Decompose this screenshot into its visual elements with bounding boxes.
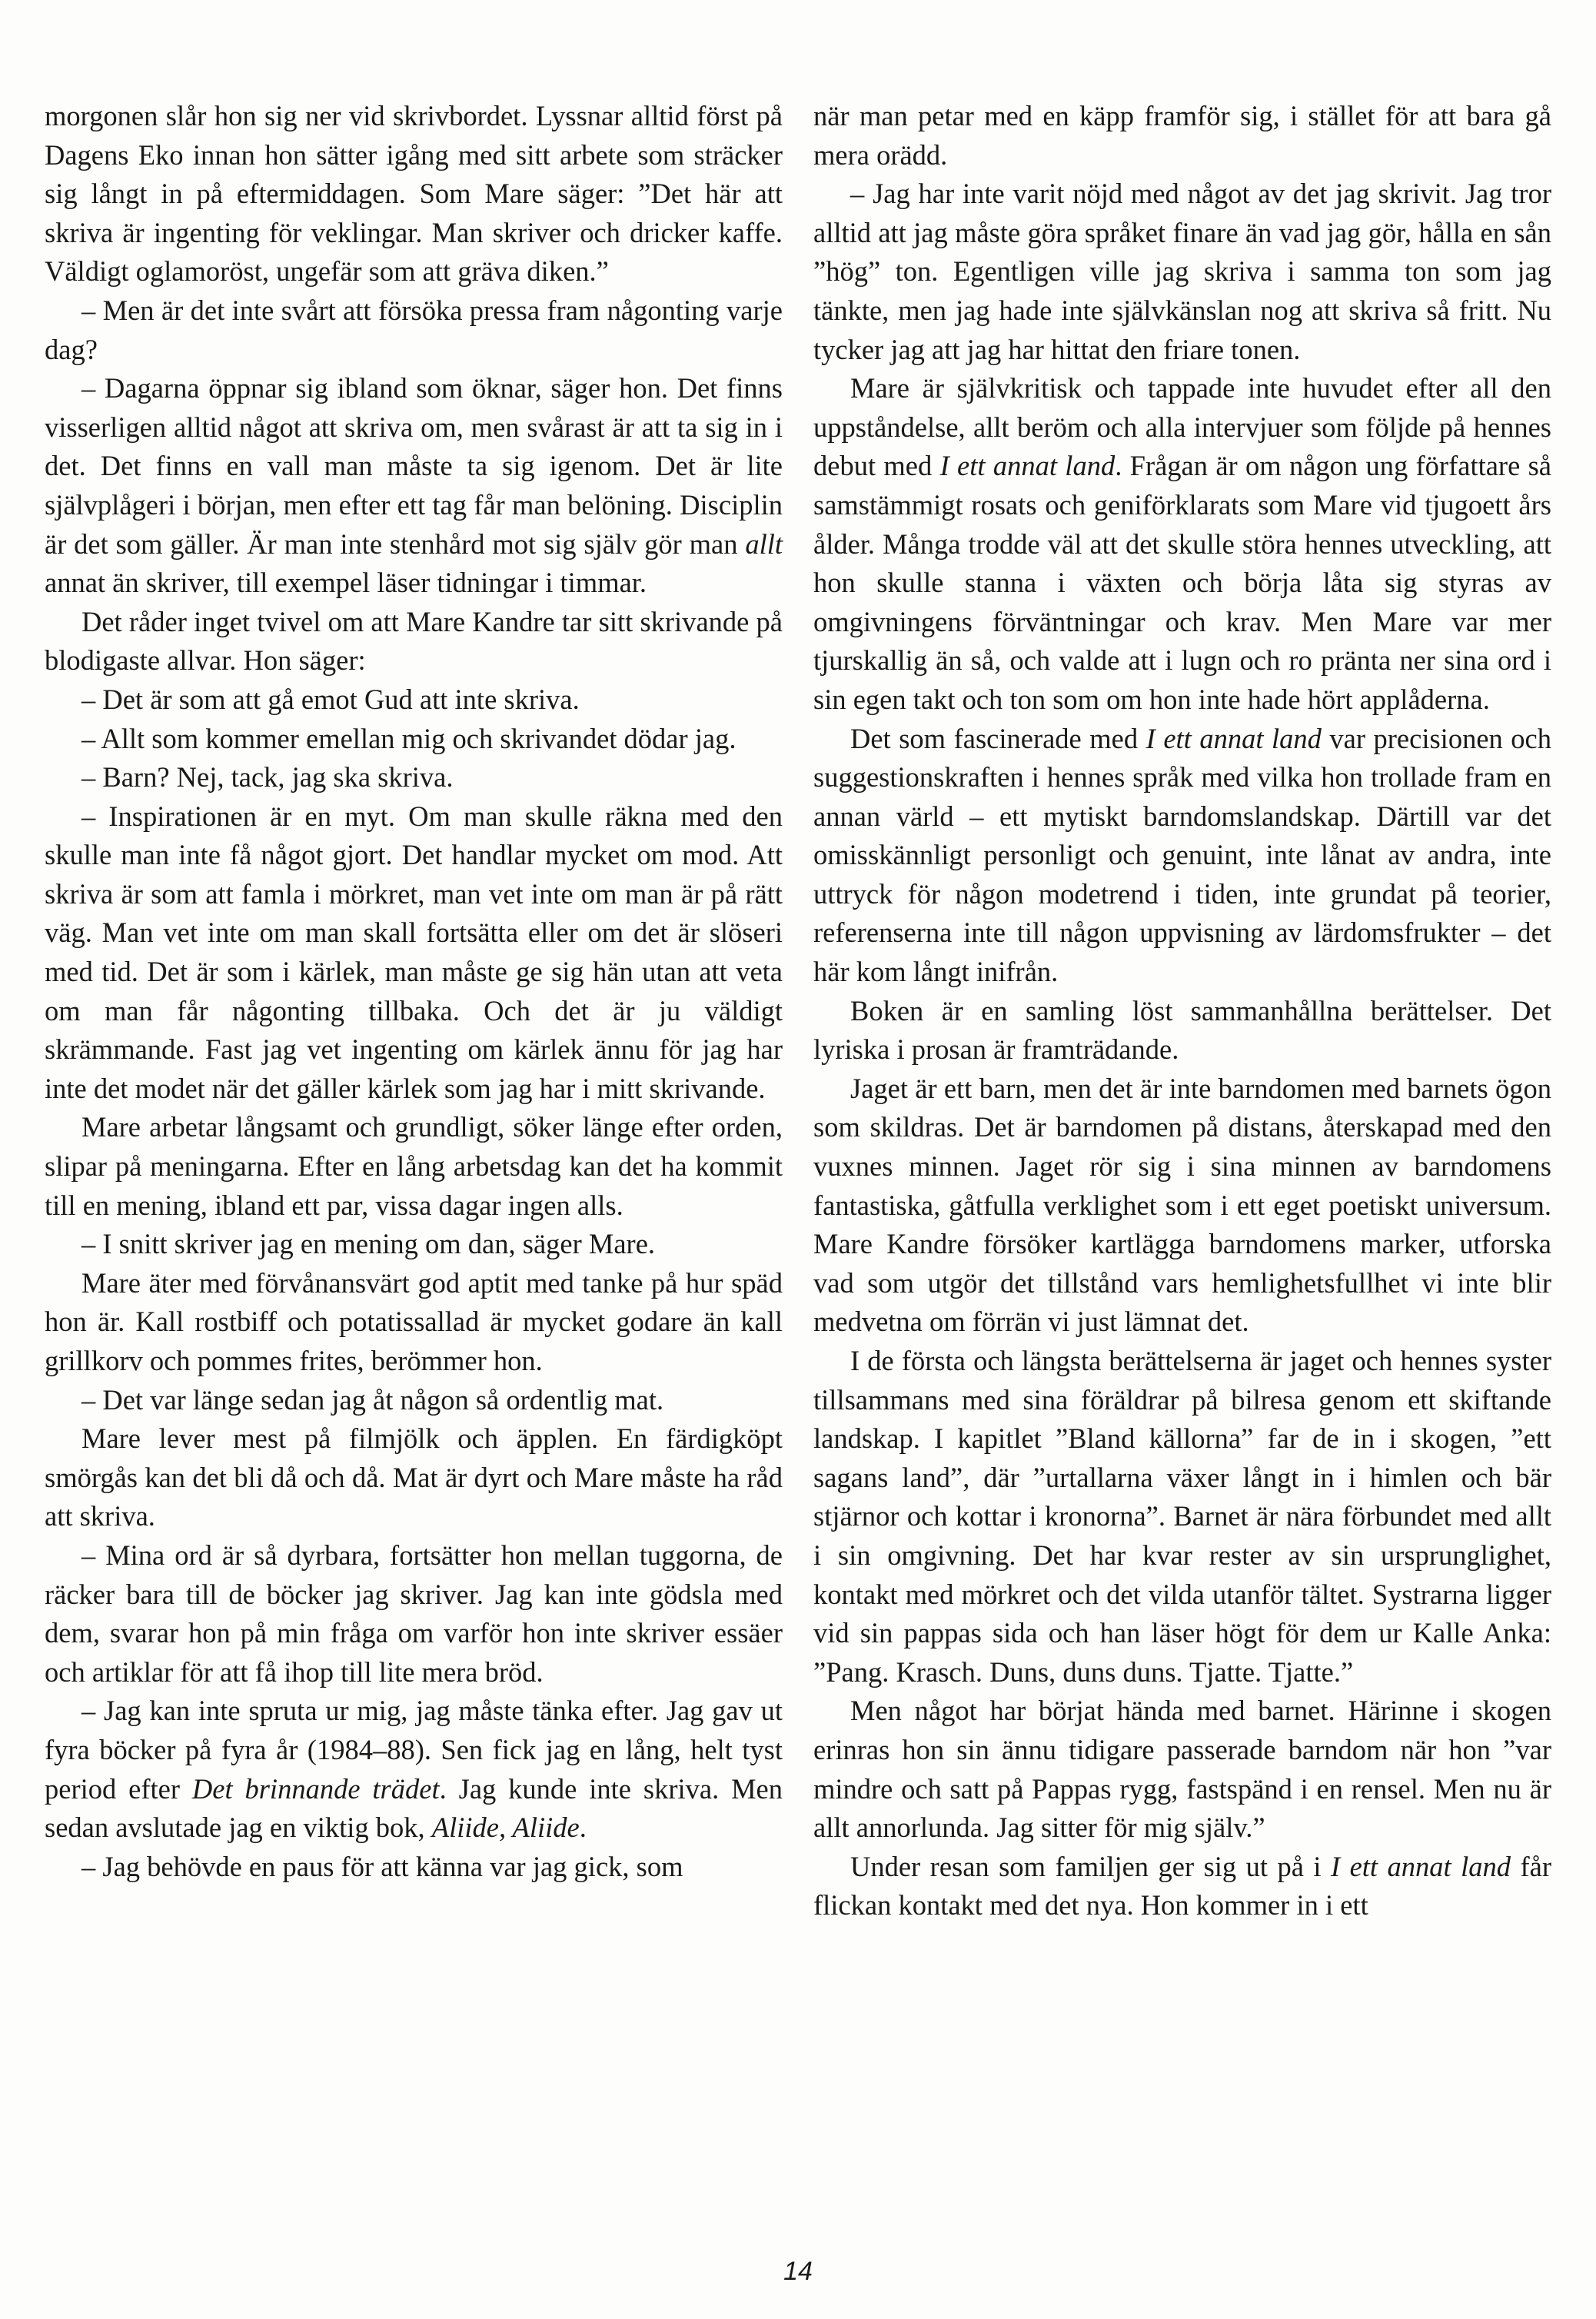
paragraph: Det råder inget tvivel om att Mare Kandre tar sitt skrivande på blodigaste allvar. Hon säger: (45, 605, 783, 677)
paragraph: – Jag kan inte spruta ur mig, jag måste tänka efter. Jag gav ut fyra böcker på fyra år (1984–88). Sen fick jag en lång, helt tyst period efter Det brinnande trädet. Jag kunde inte skriva. Men sedan avslutade jag en viktig bok, Aliide, Aliide. (45, 1695, 783, 1844)
paragraph: Mare är självkritisk och tappade inte huvudet efter all den uppståndelse, allt beröm och alla intervjuer som följde på hennes debut med I ett annat land. Frågan är om någon ung författare så samstämmigt rosats och geniförklarats som Mare vid tjugoett års ålder. Många trodde väl att det skulle störa hennes utveckling, att hon skulle stanna i växten och börja låta sig styras av omgivningens förväntningar och krav. Men Mare var mer tjurskallig än så, och valde att i lugn och ro pränta ner sina ord i sin egen takt och ton som om hon inte hade hört applåderna. (813, 372, 1552, 715)
paragraph: Det som fascinerade med I ett annat land var precisionen och suggestionskraften i hennes språk med vilka hon trollade fram en annan värld – ett mytiskt barndomslandskap. Därtill var det omisskännligt personligt och genuint, inte lånat av andra, inte uttryck för någon modetrend i tiden, inte grundat på teorier, referenserna inte till någon uppvisning av lärdomsfrukter – det här kom långt inifrån. (813, 722, 1551, 988)
paragraph: Mare lever mest på filmjölk och äpplen. En färdigköpt smörgås kan det bli då och då. Mat är dyrt och Mare måste ha råd att skriva. (45, 1422, 783, 1532)
paragraph: morgonen slår hon sig ner vid skrivbordet. Lyssnar alltid först på Dagens Eko innan hon sätter igång med sitt arbete som sträcker sig långt in på eftermiddagen. Som Mare säger: ”Det här att skriva är ingenting för veklingar. Man skriver och dricker kaffe. Väldigt oglamoröst, ungefär som att gräva diken.” (45, 100, 783, 288)
paragraph: – Men är det inte svårt att försöka pressa fram någonting varje dag? (45, 294, 783, 365)
paragraph: när man petar med en käpp framför sig, i stället för att bara gå mera orädd. (813, 100, 1551, 171)
paragraph: – Barn? Nej, tack, jag ska skriva. (81, 761, 454, 794)
paragraph: – Det var länge sedan jag åt någon så ordentlig mat. (81, 1383, 664, 1416)
paragraph: I de första och längsta berättelserna är jaget och hennes syster tillsammans med sina föräldrar på bilresa genom ett skiftande landskap. I kapitlet ”Bland källorna” far de in i skogen, ”ett sagans land”, där ”urtallarna växer långt in i himlen och bär stjärnor och kottar i kronorna”. Barnet är nära förbundet med allt i sin omgivning. Det har kvar rester av sin ursprunglighet, kontakt med mörkret och det vilda utanför tältet. Systrarna ligger vid sin pappas sida och han läser högt för dem ur Kalle Anka: ”Pang. Krasch. Duns, duns duns. Tjatte. Tjatte.” (813, 1345, 1551, 1688)
text-column-right (813, 97, 1551, 1925)
paragraph: Mare arbetar långsamt och grundligt, söker länge efter orden, slipar på meningarna. Efter en lång arbetsdag kan det ha kommit till en mening, ibland ett par, vissa dagar ingen alls. (45, 1111, 783, 1221)
paragraph: – I snitt skriver jag en mening om dan, säger Mare. (81, 1228, 656, 1260)
paragraph: – Allt som kommer emellan mig och skrivandet dödar jag. (81, 722, 736, 754)
paragraph: Boken är en samling löst sammanhållna berättelser. Det lyriska i prosan är framträdande. (813, 994, 1551, 1066)
paragraph: – Mina ord är så dyrbara, fortsätter hon mellan tuggorna, de räcker bara till de böcker jag skriver. Jag kan inte gödsla med dem, svarar hon på min fråga om varför hon inte skriver essäer och artiklar för att få ihop till lite mera bröd. (45, 1539, 783, 1688)
page-number: 14 (783, 2257, 813, 2286)
paragraph: Men något har börjat hända med barnet. Härinne i skogen erinras hon sin ännu tidigare passerade barndom när hon ”var mindre och satt på Pappas rygg, fastspänd i en rensel. Men nu är allt annorlunda. Jag sitter för mig själv.” (813, 1695, 1551, 1844)
paragraph: – Dagarna öppnar sig ibland som öknar, säger hon. Det finns visserligen alltid något att skriva om, men svårast är att ta sig in i det. Det finns en vall man måste ta sig igenom. Det är lite självplågeri i början, men efter ett tag får man belöning. Disciplin är det som gäller. Är man inte stenhård mot sig själv gör man allt annat än skriver, till exempel läser tidningar i timmar. (45, 372, 783, 599)
paragraph: Mare äter med förvånansvärt god aptit med tanke på hur späd hon är. Kall rostbiff och potatissallad är mycket godare än kall grillkorv och pommes frites, berömmer hon. (45, 1266, 783, 1376)
paragraph: Under resan som familjen ger sig ut på i I ett annat land får flickan kontakt med det nya. Hon kommer in i ett (813, 1850, 1551, 1921)
paragraph: – Jag har inte varit nöjd med något av det jag skrivit. Jag tror alltid att jag måste göra språket finare än vad jag gör, hålla en sån ”hög” ton. Egentligen ville jag skriva i samma ton som jag tänkte, men jag hade inte självkänslan nog att skriva så fritt. Nu tycker jag att jag har hittat den friare tonen. (813, 178, 1551, 365)
paragraph: – Jag behövde en paus för att känna var jag gick, som (81, 1850, 683, 1882)
paragraph: Jaget är ett barn, men det är inte barndomen med barnets ögon som skildras. Det är barndomen på distans, återskapad med den vuxnes minnen. Jaget rör sig i sina minnen av barndomens fantastiska, gåtfulla verklighet som i ett eget poetiskt universum. Mare Kandre försöker kartlägga barndomens marker, utforska vad som utgör det tillstånd vars hemlighetsfullhet vi inte blir medvetna om förrän vi just lämnat det. (813, 1072, 1551, 1338)
paragraph: – Det är som att gå emot Gud att inte skriva. (81, 683, 580, 715)
text-column-left (45, 97, 783, 1886)
paragraph: – Inspirationen är en myt. Om man skulle räkna med den skulle man inte få något gjort. Det handlar mycket om mod. Att skriva är som att famla i mörkret, man vet inte om man är på rätt väg. Man vet inte om man skall fortsätta eller om det är slöseri med tid. Det är som i kärlek, man måste ge sig hän utan att veta om man får någonting tillbaka. Och det är ju väldigt skrämmande. Fast jag vet ingenting om kärlek ännu för jag har inte det modet när det gäller kärlek som jag har i mitt skrivande. (45, 800, 783, 1104)
